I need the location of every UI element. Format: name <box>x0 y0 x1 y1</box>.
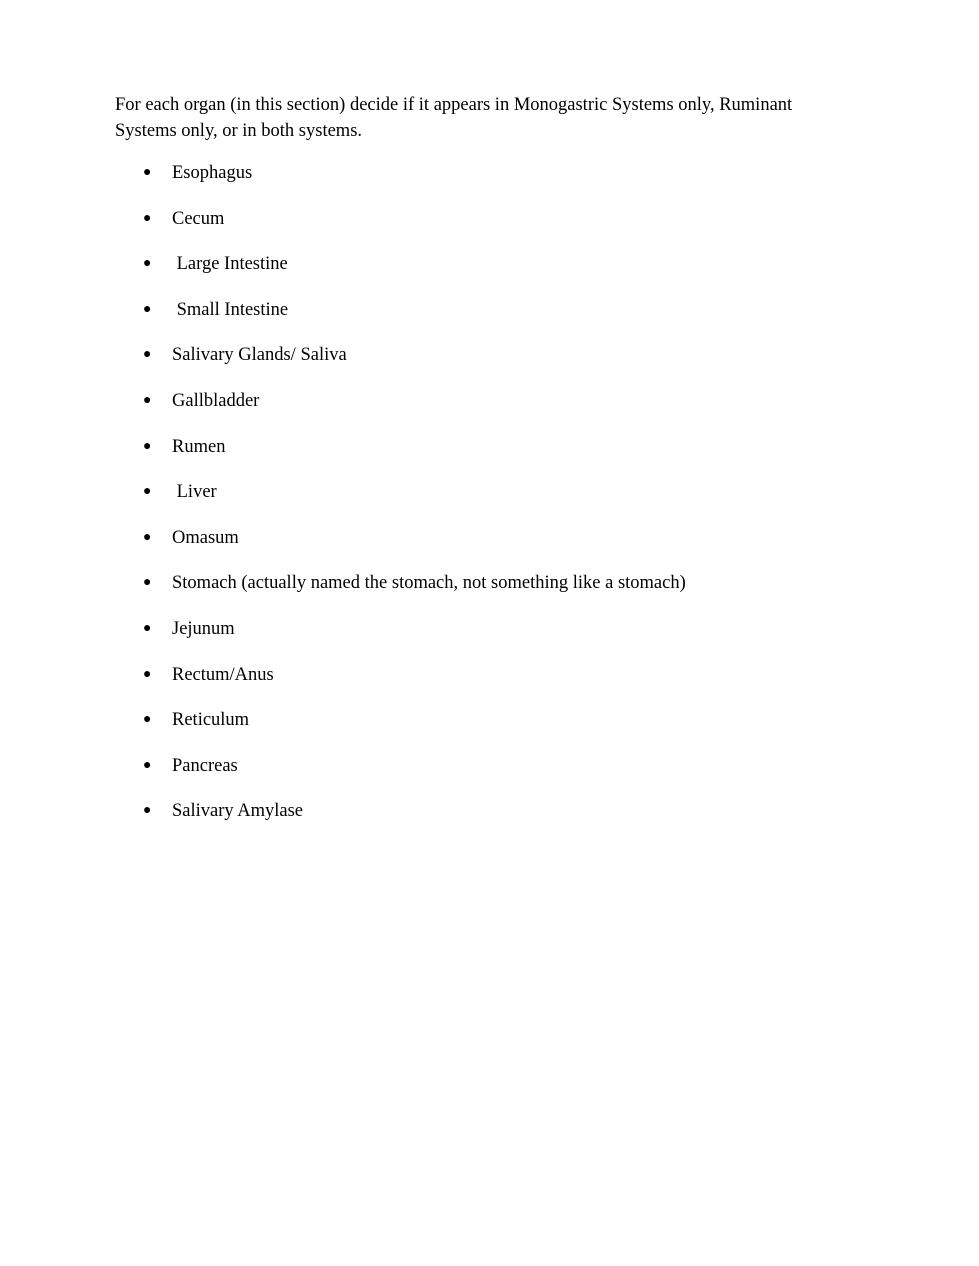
bullet-icon: ● <box>143 438 152 454</box>
list-item <box>0 342 347 388</box>
organ-label: Reticulum <box>172 710 250 731</box>
organ-label: Cecum <box>172 208 225 229</box>
organ-label: Large Intestine <box>172 254 288 275</box>
bullet-icon: ● <box>143 529 152 545</box>
bullet-icon: ● <box>143 803 152 819</box>
bullet-icon: ● <box>143 256 152 272</box>
organ-label: Stomach (actually named the stomach, not something like a stomach) <box>172 573 686 594</box>
bullet-icon: ● <box>143 165 152 180</box>
organ-label: Rectum/Anus <box>172 664 274 685</box>
organ-label: Small Intestine <box>172 299 289 320</box>
instructions-paragraph: For each organ (in this section) decide if it appears in Monogastric Systems only, Ruminant Systems only, or in both systems. <box>115 95 793 141</box>
organ-label: Omasum <box>172 527 239 548</box>
bullet-icon: ● <box>143 210 152 226</box>
list-item <box>0 434 226 480</box>
list-item <box>0 160 253 206</box>
list-item <box>0 707 250 753</box>
list-item <box>0 251 288 297</box>
list-item <box>0 570 686 616</box>
bullet-icon: ● <box>143 484 152 500</box>
organ-label: Liver <box>172 482 217 503</box>
list-item <box>0 297 289 343</box>
organ-label: Esophagus <box>172 163 253 183</box>
list-item <box>0 616 235 662</box>
bullet-icon: ● <box>143 712 152 728</box>
bullet-icon: ● <box>143 575 152 591</box>
bullet-icon: ● <box>143 666 152 682</box>
list-item <box>0 662 274 708</box>
organ-label: Jejunum <box>172 618 235 639</box>
list-item <box>0 798 304 844</box>
bullet-icon: ● <box>143 301 152 317</box>
list-item <box>0 753 238 799</box>
list-item <box>0 388 260 434</box>
bullet-icon: ● <box>143 392 152 408</box>
list-item <box>0 479 217 525</box>
organ-label: Pancreas <box>172 755 238 776</box>
bullet-icon: ● <box>143 620 152 636</box>
list-item <box>0 206 225 252</box>
bullet-icon: ● <box>143 347 152 363</box>
organ-label: Gallbladder <box>172 390 260 411</box>
organ-list <box>0 160 686 844</box>
list-item <box>0 525 239 571</box>
organ-label: Rumen <box>172 436 226 457</box>
organ-label: Salivary Glands/ Saliva <box>172 345 347 366</box>
organ-label: Salivary Amylase <box>172 801 304 822</box>
bullet-icon: ● <box>143 757 152 773</box>
